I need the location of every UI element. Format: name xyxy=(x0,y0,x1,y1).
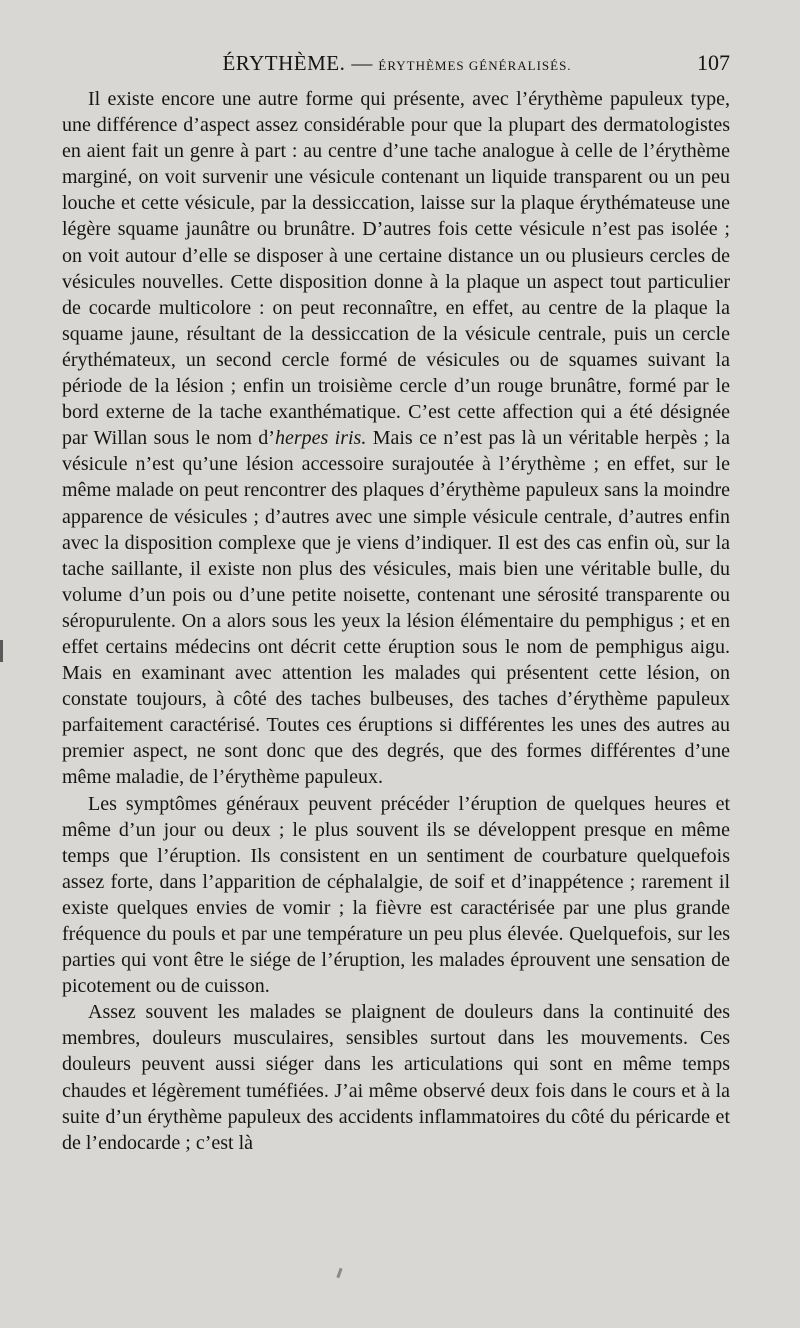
title-dash: — xyxy=(351,51,373,75)
paragraph-2: Les symptômes généraux peuvent précéder l’éruption de quelques heures et même d’un jour ou deux ; le plus souvent ils se développent presque en même temps que l’éruption. Ils consistent en un sentiment de courbature quelquefois assez forte, dans l’apparition de céphalalgie, de soif et d’inappétence ; rarement il existe quelques envies de vomir ; la fièvre est caractérisée par une plus grande fréquence du pouls et par une température un peu plus élevée. Quelquefois, sur les parties qui vont être le siége de l’éruption, les malades éprouvent une sensation de picotement ou de cuisson. xyxy=(62,792,730,998)
paragraph-1-text-a: Il existe encore une autre forme qui présente, avec l’érythème papuleux type, une différence d’aspect assez considérable pour que la plupart des dermatologistes en aient fait un genre à part : au centre d’une tache analogue à celle de l’érythème marginé, on voit survenir une vésicule contenant un liquide transparent ou un peu louche et cette vésicule, par la dessiccation, laisse sur la plaque érythémateuse une légère squame jaunâtre ou brunâtre. D’autres fois cette vésicule n’est pas isolée ; on voit autour d’elle se disposer à une certaine distance un ou plusieurs cercles de vésicules nouvelles. Cette disposition donne à la plaque un aspect tout particulier de cocarde multicolore : on peut reconnaître, en effet, au centre de la plaque la squame jaune, résultant de la dessiccation de la vésicule centrale, puis un cercle érythémateux, un second cercle formé de vésicules ou de squames suivant la période de la lésion ; enfin un troisième cercle d’un rouge brunâtre, formé par le bord externe de la tache exanthématique. C’est cette affection qui a été désignée par Willan sous le nom d’ xyxy=(62,88,730,450)
paragraph-3: Assez souvent les malades se plaignent de douleurs dans la continuité des membres, douleurs musculaires, sensibles surtout dans les mouvements. Ces douleurs peuvent aussi siéger dans les articulations qui sont en même temps chaudes et légèrement tuméfiées. J’ai même observé deux fois dans le cours et à la suite d’un érythème papuleux des accidents inflammatoires du côté du péricarde et de l’endocarde ; c’est là xyxy=(62,1001,730,1154)
section-title: ÉRYTHÈMES GÉNÉRALISÉS. xyxy=(378,58,572,73)
running-title xyxy=(64,48,730,81)
body-text xyxy=(62,86,730,1156)
chapter-title: ÉRYTHÈME. xyxy=(222,51,346,75)
margin-mark xyxy=(0,640,3,662)
italic-term: herpes iris. xyxy=(274,427,367,450)
running-header xyxy=(64,48,730,78)
paragraph-1-text-b: Mais ce n’est pas là un véritable herpès ; la vésicule n’est qu’une lésion accessoire surajoutée à l’érythème ; en effet, sur le même malade on peut rencontrer des plaques d’érythème papuleux sans la moindre apparence de vésicules ; d’autres avec une simple vésicule centrale, d’autres enfin avec la disposition complexe que je viens d’indiquer. Il est des cas enfin où, sur la tache saillante, il existe non plus des vésicules, mais bien une véritable bulle, du volume d’un pois ou d’une petite noisette, contenant une sérosité transparente ou séropurulente. On a alors sous les yeux la lésion élémentaire du pemphigus ; et en effet certains médecins ont décrit cette éruption sous le nom de pemphigus aigu. Mais en examinant avec attention les malades qui présentent cette lésion, on constate toujours, à côté des taches bulbeuses, des taches d’érythème papuleux parfaitement caractérisé. Toutes ces éruptions si différentes les unes des autres au premier aspect, ne sont donc que des degrés, que des formes différentes d’une même maladie, de l’érythème papuleux. xyxy=(62,427,731,789)
page-number: 107 xyxy=(697,50,730,75)
paragraph-1 xyxy=(62,86,730,791)
paper-speck xyxy=(336,1268,342,1278)
